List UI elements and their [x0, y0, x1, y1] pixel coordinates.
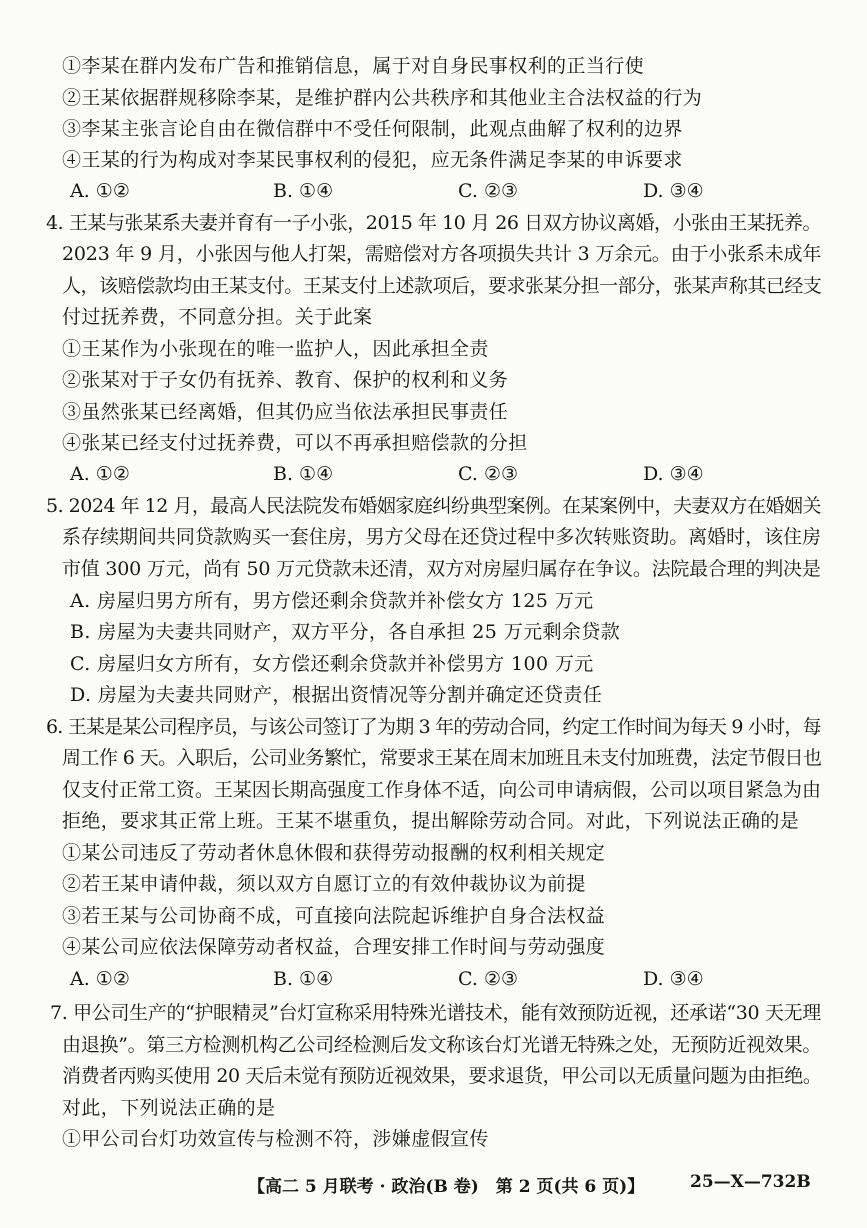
q6-option-d: D. ③④: [643, 968, 704, 990]
q7-statement-1: ①甲公司台灯功效宣传与检测不符，涉嫌虚假宣传: [62, 1128, 489, 1150]
q6-stem-line-3: 仅支付正常工资。王某因长期高强度工作身体不适，向公司申请病假，公司以项目紧急为由: [62, 779, 822, 801]
q6-option-b: B. ①④: [273, 968, 334, 990]
q6-statement-1: ①某公司违反了劳动者休息休假和获得劳动报酬的权利相关规定: [62, 842, 606, 864]
q3-statement-2: ②王某依据群规移除李某，是维护群内公共秩序和其他业主合法权益的行为: [62, 87, 703, 109]
q6-stem-line-2: 周工作 6 天。入职后，公司业务繁忙，常要求王某在周末加班且未支付加班费，法定节假日也: [62, 747, 822, 769]
q7-stem-line-2: 由退换”。第三方检测机构乙公司经检测后发文称该台灯光谱无特殊之处，无预防近视效果。: [62, 1034, 822, 1056]
q6-stem-line-4: 拒绝，要求其正常上班。王某不堪重负，提出解除劳动合同。对此，下列说法正确的是: [62, 810, 800, 832]
q3-statement-1: ①李某在群内发布广告和推销信息，属于对自身民事权利的正当行使: [62, 55, 645, 77]
q4-option-c: C. ②③: [458, 463, 519, 485]
q4-statement-1: ①王某作为小张现在的唯一监护人，因此承担全责: [62, 338, 489, 360]
q4-statement-2: ②张某对于子女仍有抚养、教育、保护的权利和义务: [62, 369, 509, 391]
q3-option-c: C. ②③: [458, 180, 519, 202]
q6-statement-3: ③若王某与公司协商不成，可直接向法院起诉维护自身合法权益: [62, 905, 606, 927]
q4-option-b: B. ①④: [273, 463, 334, 485]
q6-option-c: C. ②③: [458, 968, 519, 990]
q6-stem-line-1: 6. 王某是某公司程序员，与该公司签订了为期 3 年的劳动合同，约定工作时间为每天 9 小时，每: [46, 716, 821, 738]
q5-option-d: D. 房屋为夫妻共同财产，根据出资情况等分割并确定还贷责任: [70, 684, 603, 706]
q5-option-a: A. 房屋归男方所有，男方偿还剩余贷款并补偿女方 125 万元: [70, 590, 594, 612]
q4-option-a: A. ①②: [70, 463, 130, 485]
q4-stem-line-4: 付过抚养费，不同意分担。关于此案: [62, 306, 373, 328]
q6-option-a: A. ①②: [70, 968, 130, 990]
q5-stem-line-2: 系存续期间共同贷款购买一套住房，男方父母在还贷过程中多次转账资助。离婚时，该住房: [62, 526, 822, 548]
q4-statement-3: ③虽然张某已经离婚，但其仍应当依法承担民事责任: [62, 401, 509, 423]
q5-option-c: C. 房屋归女方所有，女方偿还剩余贷款并补偿男方 100 万元: [70, 653, 594, 675]
q4-statement-4: ④张某已经支付过抚养费，可以不再承担赔偿款的分担: [62, 432, 528, 454]
q6-statement-2: ②若王某申请仲裁，须以双方自愿订立的有效仲裁协议为前提: [62, 873, 586, 895]
q5-option-b: B. 房屋为夫妻共同财产，双方平分，各自承担 25 万元剩余贷款: [70, 621, 621, 643]
q4-option-d: D. ③④: [643, 463, 704, 485]
q7-stem-line-4: 对此，下列说法正确的是: [62, 1097, 276, 1119]
q5-stem-line-1: 5. 2024 年 12 月，最高人民法院发布婚姻家庭纠纷典型案例。在某案例中，夫妻双方在婚姻关: [46, 495, 822, 517]
q3-option-d: D. ③④: [643, 180, 704, 202]
q3-option-b: B. ①④: [273, 180, 334, 202]
q5-stem-line-3: 市值 300 万元，尚有 50 万元贷款未还清，双方对房屋归属存在争议。法院最合理的判决是: [62, 558, 821, 580]
q4-stem-line-2: 2023 年 9 月，小张因与他人打架，需赔偿对方各项损失共计 3 万余元。由于小张系未成年: [62, 243, 822, 265]
page-footer-label: 【高二 5 月联考 · 政治(B 卷) 第 2 页(共 6 页)】: [248, 1177, 645, 1197]
q3-statement-4: ④王某的行为构成对李某民事权利的侵犯，应无条件满足李某的申诉要求: [62, 149, 683, 171]
q3-statement-3: ③李某主张言论自由在微信群中不受任何限制，此观点曲解了权利的边界: [62, 118, 683, 140]
exam-code: 25—X—732B: [690, 1172, 811, 1192]
q3-option-a: A. ①②: [70, 180, 130, 202]
q4-stem-line-3: 人，该赔偿款均由王某支付。王某支付上述款项后，要求张某分担一部分，张某声称其已经支: [62, 275, 822, 297]
q4-stem-line-1: 4. 王某与张某系夫妻并育有一子小张，2015 年 10 月 26 日双方协议离婚，小张由王某抚养。: [46, 212, 822, 234]
q7-stem-line-3: 消费者丙购买使用 20 天后未觉有预防近视效果，要求退货，甲公司以无质量问题为由拒绝。: [62, 1065, 822, 1087]
q7-stem-line-1: 7. 甲公司生产的“护眼精灵”台灯宣称采用特殊光谱技术，能有效预防近视，还承诺“30 天无理: [50, 1002, 821, 1024]
q6-statement-4: ④某公司应依法保障劳动者权益，合理安排工作时间与劳动强度: [62, 936, 606, 958]
